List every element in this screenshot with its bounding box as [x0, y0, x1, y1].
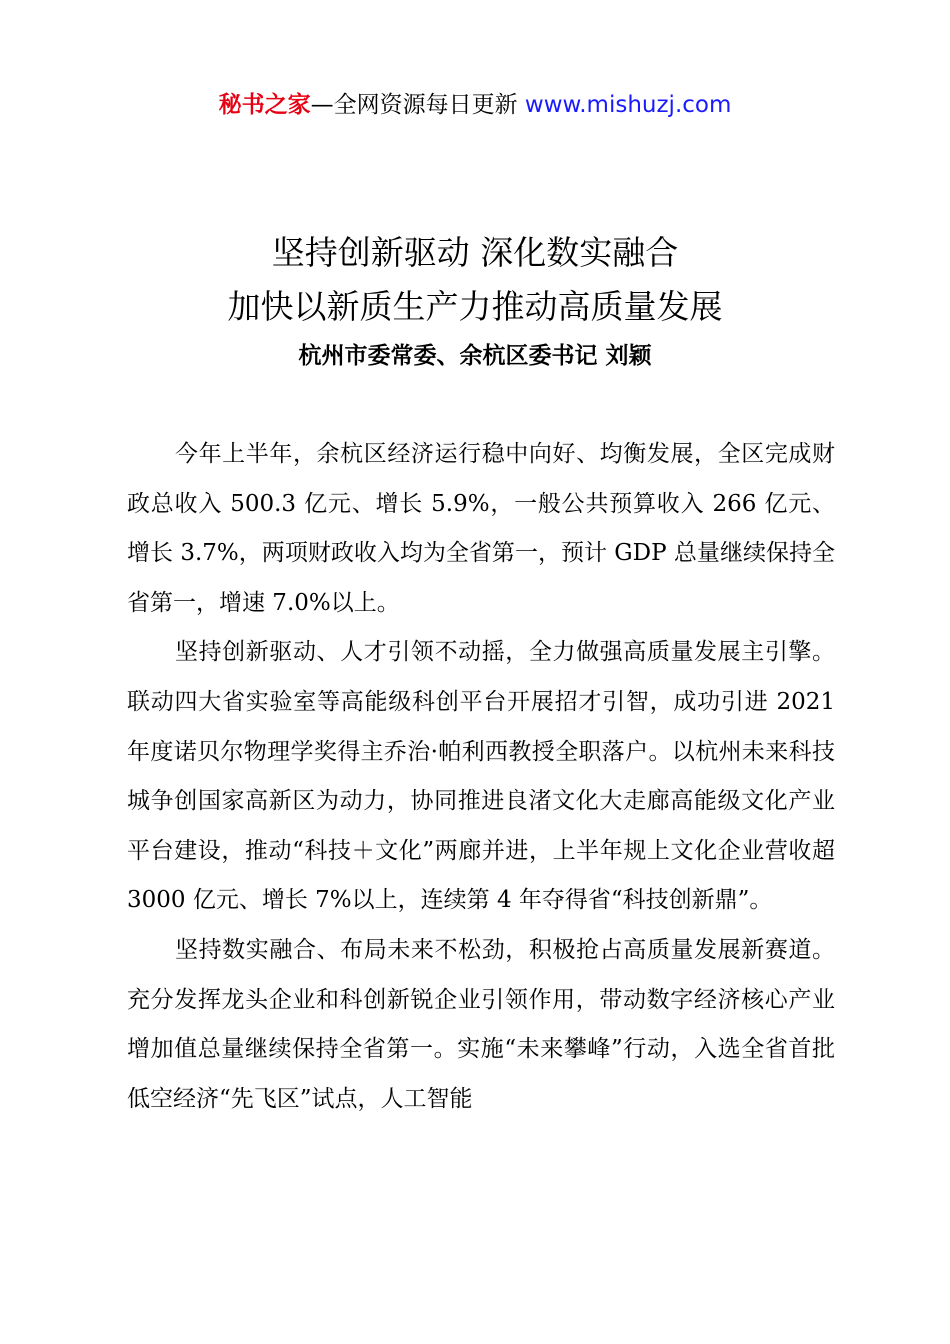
title-line-2: 加快以新质生产力推动高质量发展	[227, 287, 723, 326]
site-header	[0, 88, 950, 122]
header-slogan: —全网资源每日更新	[310, 92, 525, 118]
article-body	[127, 430, 835, 1124]
brand-name: 秘书之家	[218, 92, 311, 118]
paragraph-1: 今年上半年，余杭区经济运行稳中向好、均衡发展，全区完成财政总收入 500.3 亿元、增长 5.9%，一般公共预算收入 266 亿元、增长 3.7%，两项财政收入均为全省第一，预计 GDP 总量继续保持全省第一，增速 7.0%以上。	[127, 441, 835, 616]
paragraph-2: 坚持创新驱动、人才引领不动摇，全力做强高质量发展主引擎。联动四大省实验室等高能级科创平台开展招才引智，成功引进 2021 年度诺贝尔物理学奖得主乔治·帕利西教授全职落户。以杭州未来科技城争创国家高新区为动力，协同推进良渚文化大走廊高能级文化产业平台建设，推动“科技＋文化”两廊并进，上半年规上文化企业营收超 3000 亿元、增长 7%以上，连续第 4 年夺得省“科技创新鼎”。	[127, 639, 835, 914]
author-line: 杭州市委常委、余杭区委书记 刘颖	[298, 343, 652, 369]
site-url-link[interactable]: www.mishuzj.com	[524, 92, 732, 118]
paragraph-3: 坚持数实融合、布局未来不松劲，积极抢占高质量发展新赛道。充分发挥龙头企业和科创新锐企业引领作用，带动数字经济核心产业增加值总量继续保持全省第一。实施“未来攀峰”行动，入选全省首批低空经济“先飞区”试点，人工智能	[127, 936, 835, 1112]
article-title-block	[0, 226, 950, 376]
title-line-1: 坚持创新驱动 深化数实融合	[271, 233, 679, 272]
